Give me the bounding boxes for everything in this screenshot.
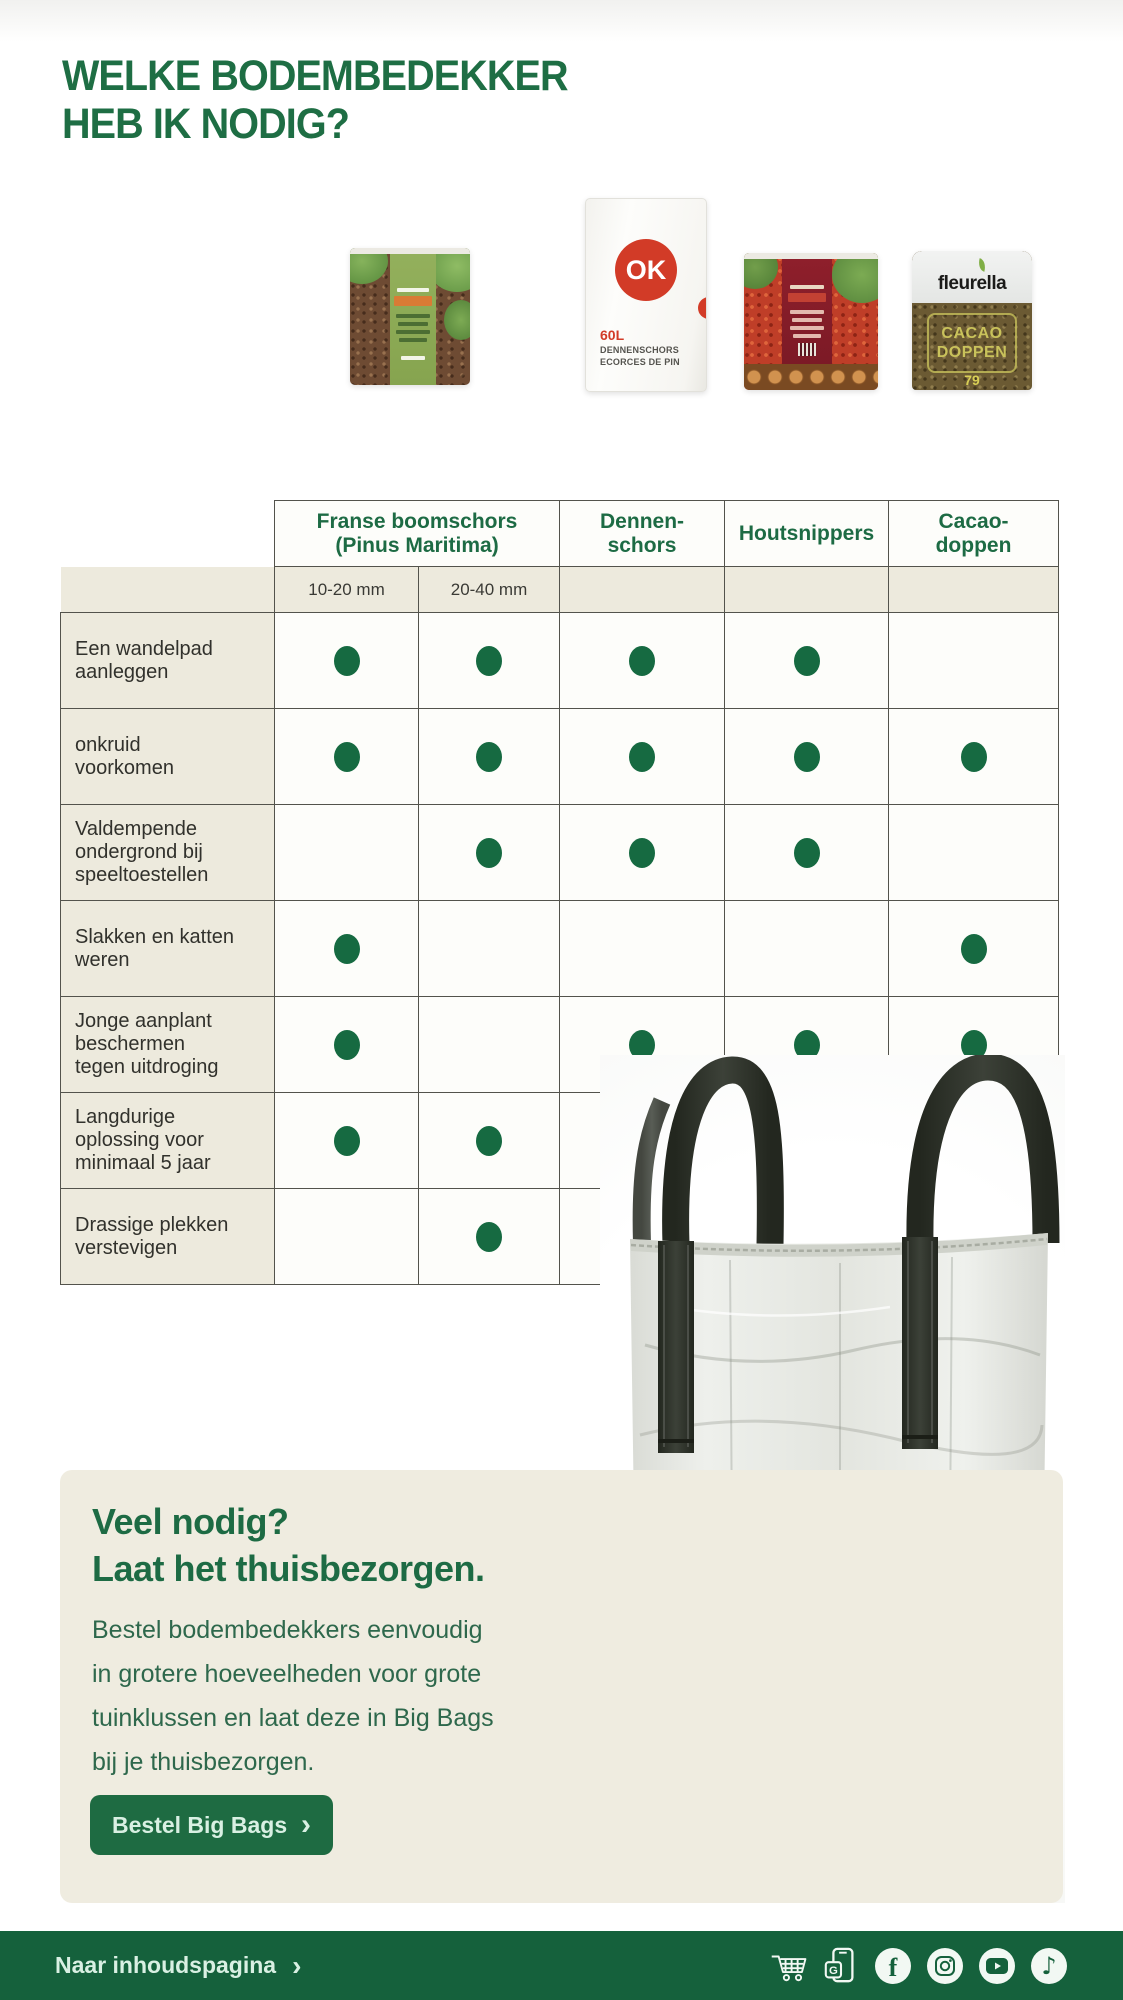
dot-cell-checked: [275, 997, 419, 1093]
dot-cell-checked: [275, 1093, 419, 1189]
price-fragment: 79: [964, 372, 980, 388]
page-title-line1: WELKE BODEMBEDEKKER: [62, 52, 568, 100]
page-title: [62, 52, 568, 148]
check-dot: [794, 742, 820, 772]
footer-social-icons: [770, 1947, 1068, 1985]
dot-cell-checked: [275, 901, 419, 997]
check-dot: [794, 838, 820, 868]
dot-cell-empty: [889, 613, 1059, 709]
dot-cell-empty: [725, 901, 889, 997]
leaf-decoration: [444, 300, 470, 340]
size-header-10-20: 10-20 mm: [275, 567, 419, 613]
cart-icon[interactable]: [770, 1947, 808, 1985]
woodchip-band: [744, 364, 878, 390]
qr-code: [798, 343, 816, 356]
check-dot: [476, 1222, 502, 1252]
size-header-20-40: 20-40 mm: [419, 567, 560, 613]
product-label-strip: [782, 259, 832, 364]
table-row: [61, 901, 1059, 997]
ok-logo: OK: [615, 239, 677, 301]
bag-detail: [698, 297, 707, 319]
product-name-box: CACAO DOPPEN: [927, 313, 1017, 373]
check-dot: [961, 742, 987, 772]
footer-link-label: Naar inhoudspagina: [55, 1952, 277, 1978]
chevron-right-icon: ›: [301, 1808, 311, 1841]
row-label: onkruid voorkomen: [61, 709, 275, 805]
chevron-right-icon: ›: [292, 1949, 302, 1981]
top-strip: [0, 0, 1123, 42]
dot-cell-empty: [560, 901, 725, 997]
dot-cell-checked: [725, 709, 889, 805]
facebook-icon[interactable]: f: [874, 1947, 912, 1985]
footer-bar: [0, 1931, 1123, 2000]
footer-contents-link[interactable]: [55, 1950, 301, 1982]
dot-cell-checked: [419, 805, 560, 901]
leaf-decoration: [832, 253, 878, 303]
dot-cell-checked: [560, 805, 725, 901]
check-dot: [794, 646, 820, 676]
promo-heading-line2: Laat het thuisbezorgen.: [92, 1548, 485, 1589]
table-row: [61, 805, 1059, 901]
product-name-line2: ECORCES DE PIN: [600, 357, 680, 367]
row-label: Slakken en katten weren: [61, 901, 275, 997]
blank-cell: [61, 501, 275, 567]
row-label: Drassige plekken verstevigen: [61, 1189, 275, 1285]
check-dot: [334, 742, 360, 772]
column-header-dennenschors: Dennen- schors: [560, 501, 725, 567]
app-badge-letter: G: [828, 1964, 838, 1977]
dot-cell-empty: [275, 1189, 419, 1285]
dot-cell-checked: [889, 901, 1059, 997]
column-header-houtsnippers: Houtsnippers: [725, 501, 889, 567]
product-image-dennenschors: [585, 198, 707, 392]
dot-cell-checked: [419, 613, 560, 709]
row-label: Langdurige oplossing voor minimaal 5 jaar: [61, 1093, 275, 1189]
gamma-app-icon[interactable]: [822, 1947, 860, 1985]
dot-cell-checked: [725, 613, 889, 709]
page-title-line2: HEB IK NODIG?: [62, 100, 349, 148]
product-image-cacaodoppen: [912, 251, 1032, 390]
row-label: Een wandelpad aanleggen: [61, 613, 275, 709]
check-dot: [476, 838, 502, 868]
dot-cell-empty: [419, 901, 560, 997]
check-dot: [334, 646, 360, 676]
dot-cell-empty: [419, 997, 560, 1093]
size-header-empty: [725, 567, 889, 613]
row-label: Valdempende ondergrond bij speeltoestellen: [61, 805, 275, 901]
dot-cell-checked: [889, 709, 1059, 805]
check-dot: [334, 934, 360, 964]
dot-cell-checked: [419, 1093, 560, 1189]
promo-heading-line1: Veel nodig?: [92, 1501, 289, 1542]
size-header-empty: [560, 567, 725, 613]
product-name-line1: DENNENSCHORS: [600, 345, 679, 355]
dot-cell-empty: [889, 805, 1059, 901]
product-image-franse-boomschors: [350, 248, 470, 385]
table-row: [61, 613, 1059, 709]
dot-cell-empty: [275, 805, 419, 901]
column-header-cacaodoppen: Cacao- doppen: [889, 501, 1059, 567]
promo-body: Bestel bodembedekkers eenvoudig in grotere hoeveelheden voor grote tuinklussen en laat deze in Big Bags bij je thuisbezorgen.: [92, 1616, 494, 1776]
dot-cell-checked: [419, 1189, 560, 1285]
volume-label: 60L: [600, 327, 625, 343]
check-dot: [476, 742, 502, 772]
check-dot: [629, 838, 655, 868]
dot-cell-checked: [725, 805, 889, 901]
table-row: [61, 709, 1059, 805]
brand-logo: fleurella: [937, 273, 1007, 294]
check-dot: [334, 1126, 360, 1156]
youtube-icon[interactable]: [978, 1947, 1016, 1985]
check-dot: [476, 646, 502, 676]
order-big-bags-button[interactable]: [90, 1795, 333, 1855]
dot-cell-checked: [560, 709, 725, 805]
blank-cell: [61, 567, 275, 613]
dot-cell-checked: [275, 613, 419, 709]
dot-cell-checked: [419, 709, 560, 805]
column-header-franse-boomschors: Franse boomschors (Pinus Maritima): [275, 501, 560, 567]
check-dot: [476, 1126, 502, 1156]
product-image-houtsnippers: [744, 253, 878, 390]
bag-seal: [744, 253, 878, 259]
dot-cell-checked: [275, 709, 419, 805]
order-big-bags-label: Bestel Big Bags: [112, 1811, 288, 1838]
product-label-strip: [390, 254, 436, 385]
dot-cell-checked: [560, 613, 725, 709]
row-label: Jonge aanplant beschermen tegen uitdroging: [61, 997, 275, 1093]
bag-seal: [350, 248, 470, 254]
check-dot: [629, 742, 655, 772]
promo-heading: [92, 1498, 485, 1592]
check-dot: [961, 934, 987, 964]
instagram-icon[interactable]: [926, 1947, 964, 1985]
check-dot: [334, 1030, 360, 1060]
check-dot: [629, 646, 655, 676]
size-header-empty: [889, 567, 1059, 613]
tiktok-icon[interactable]: ♪: [1030, 1947, 1068, 1985]
